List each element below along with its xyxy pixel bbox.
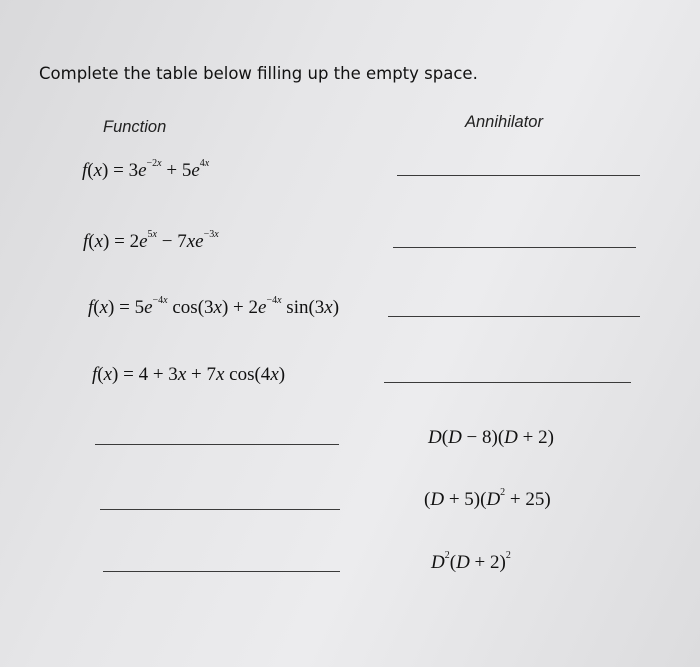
annihilator-formula-row-7: $D^2(D + 2)^2$	[431, 549, 511, 573]
annihilator-blank-row-2[interactable]	[393, 247, 636, 248]
annihilator-formula-row-5: D(D − 8)(D + 2)	[428, 427, 554, 448]
function-formula-row-2: $f(x) = 2e^{5x} - 7xe^{-3x}$	[83, 228, 219, 252]
function-blank-row-5[interactable]	[95, 444, 339, 445]
annihilator-blank-row-3[interactable]	[388, 316, 640, 317]
function-blank-row-7[interactable]	[103, 571, 340, 572]
function-formula-row-1: $f(x) = 3e^{-2x} + 5e^{4x}$	[82, 157, 210, 181]
annihilator-column-header: Annihilator	[465, 113, 543, 131]
function-formula-row-3: $f(x) = 5e^{-4x}$ $\cos(3x) + 2e^{-4x}$ sin(3x)	[88, 294, 340, 318]
annihilator-blank-row-1[interactable]	[397, 175, 640, 176]
function-formula-row-4: f(x) = 4 + 3x + 7x cos(4x)	[92, 364, 286, 385]
instruction-text: Complete the table below filling up the empty space.	[39, 64, 478, 83]
annihilator-formula-row-6: $(D + 5)(D^2 + 25)$	[424, 486, 551, 510]
annihilator-blank-row-4[interactable]	[384, 382, 631, 383]
function-blank-row-6[interactable]	[100, 509, 340, 510]
function-column-header: Function	[103, 118, 167, 136]
